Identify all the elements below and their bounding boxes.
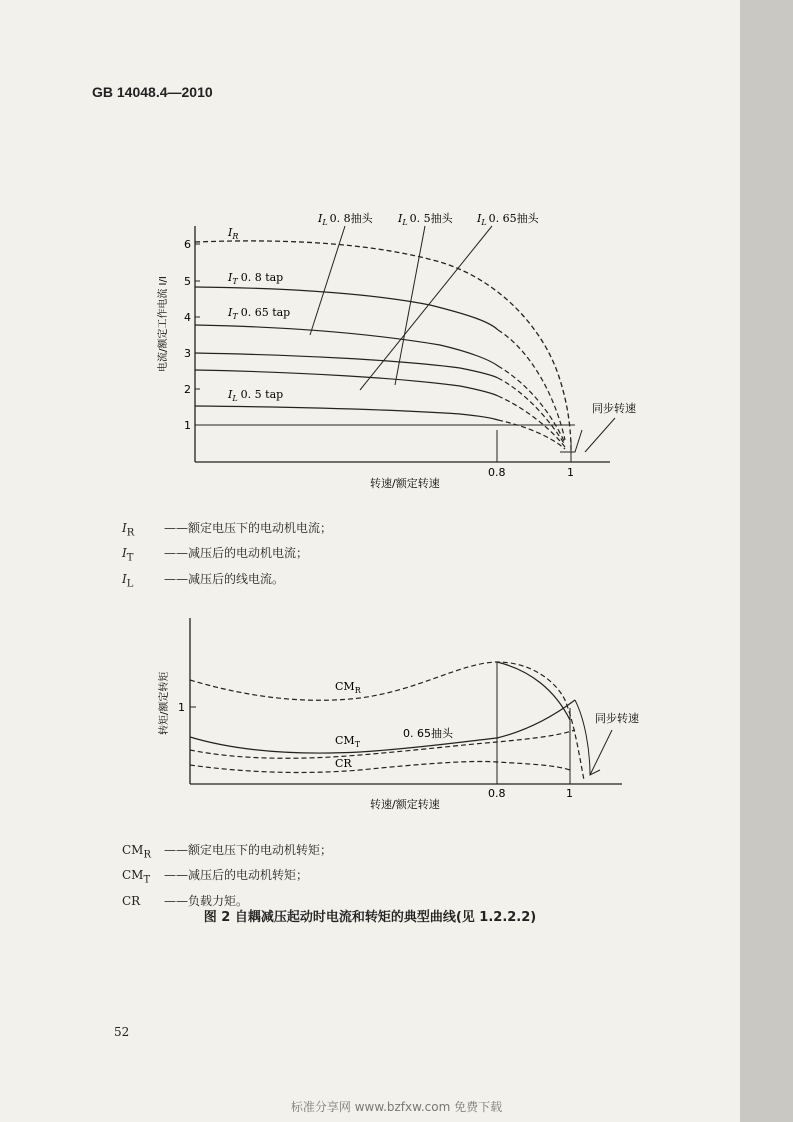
y-tick-1: 1: [184, 419, 191, 432]
label-it065: $I_T$ 0. 65 tap: [228, 306, 291, 321]
curve-il-08-dash: [498, 378, 565, 445]
legend-item: $I_L$ ——减压后的线电流。: [122, 571, 285, 590]
leader-il05: [395, 226, 425, 385]
y-ticks: [184, 238, 200, 432]
curve-it-065: [195, 325, 498, 366]
curve-it-065-dash: [498, 366, 565, 443]
label-sync-top: 同步转速: [592, 402, 636, 415]
top-annotations: [227, 211, 636, 415]
y-tick-1-bottom: 1: [178, 701, 185, 714]
y-axis-label-bottom: 转矩/额定转矩: [159, 671, 170, 735]
label-065-tap: 0. 65抽头: [403, 727, 453, 740]
label-il065-top: $I_L$ 0. 65抽头: [477, 212, 539, 227]
standard-number: GB 14048.4—2010: [92, 84, 213, 100]
legend-item: $I_R$ ——额定电压下的电动机电流；: [122, 521, 333, 539]
legend-item: $I_T$ ——减压后的电动机电流；: [122, 546, 309, 564]
label-il08-top: $I_L$ 0. 8抽头: [318, 212, 373, 227]
figure-caption: 图 2 自耦减压起动时电流和转矩的典型曲线(见 1.2.2.2): [203, 910, 537, 925]
label-cmr: $CM_R$: [335, 680, 361, 695]
y-tick-6: 6: [184, 238, 191, 251]
legend-item: CR ——负载力矩。: [122, 893, 249, 908]
curve-it-05: [195, 406, 498, 420]
x-tick-1: 1: [567, 466, 574, 479]
label-ir: $I_R$: [228, 226, 239, 241]
legend-top: [122, 518, 332, 594]
footer-watermark: 标准分享网 www.bzfxw.com 免费下载: [290, 1100, 503, 1114]
y-axis-label: 电流/额定工作电流 I/I: [158, 276, 169, 372]
leader-sync: [585, 418, 615, 452]
x-tick-08-bottom: 0.8: [488, 787, 506, 800]
leader-il065: [360, 226, 492, 390]
y-tick-4: 4: [184, 311, 191, 324]
legend-bottom: [122, 840, 332, 916]
x-tick-1-bottom: 1: [566, 787, 573, 800]
y-tick-2: 2: [184, 383, 191, 396]
label-it08: $I_T$ 0. 8 tap: [228, 271, 284, 286]
curve-il-08: [195, 353, 498, 378]
y-tick-3: 3: [184, 347, 191, 360]
y-tick-5: 5: [184, 275, 191, 288]
label-il05-top: $I_L$ 0. 5抽头: [398, 212, 453, 227]
label-cr: CR: [335, 757, 352, 770]
label-sync-bottom: 同步转速: [595, 712, 639, 725]
legend-item: $CM_T$ ——减压后的电动机转矩；: [122, 868, 309, 886]
label-cmt: $CM_T$: [335, 734, 361, 749]
label-il05: $I_L$ 0. 5 tap: [228, 388, 284, 403]
x-axis-label: 转速/额定转速: [370, 477, 440, 490]
legend-item: $CM_R$ ——额定电压下的电动机转矩；: [122, 843, 333, 861]
x-axis-label-bottom: 转速/额定转速: [370, 798, 440, 811]
x-tick-08: 0.8: [488, 466, 506, 479]
page-number: 52: [114, 1025, 130, 1039]
